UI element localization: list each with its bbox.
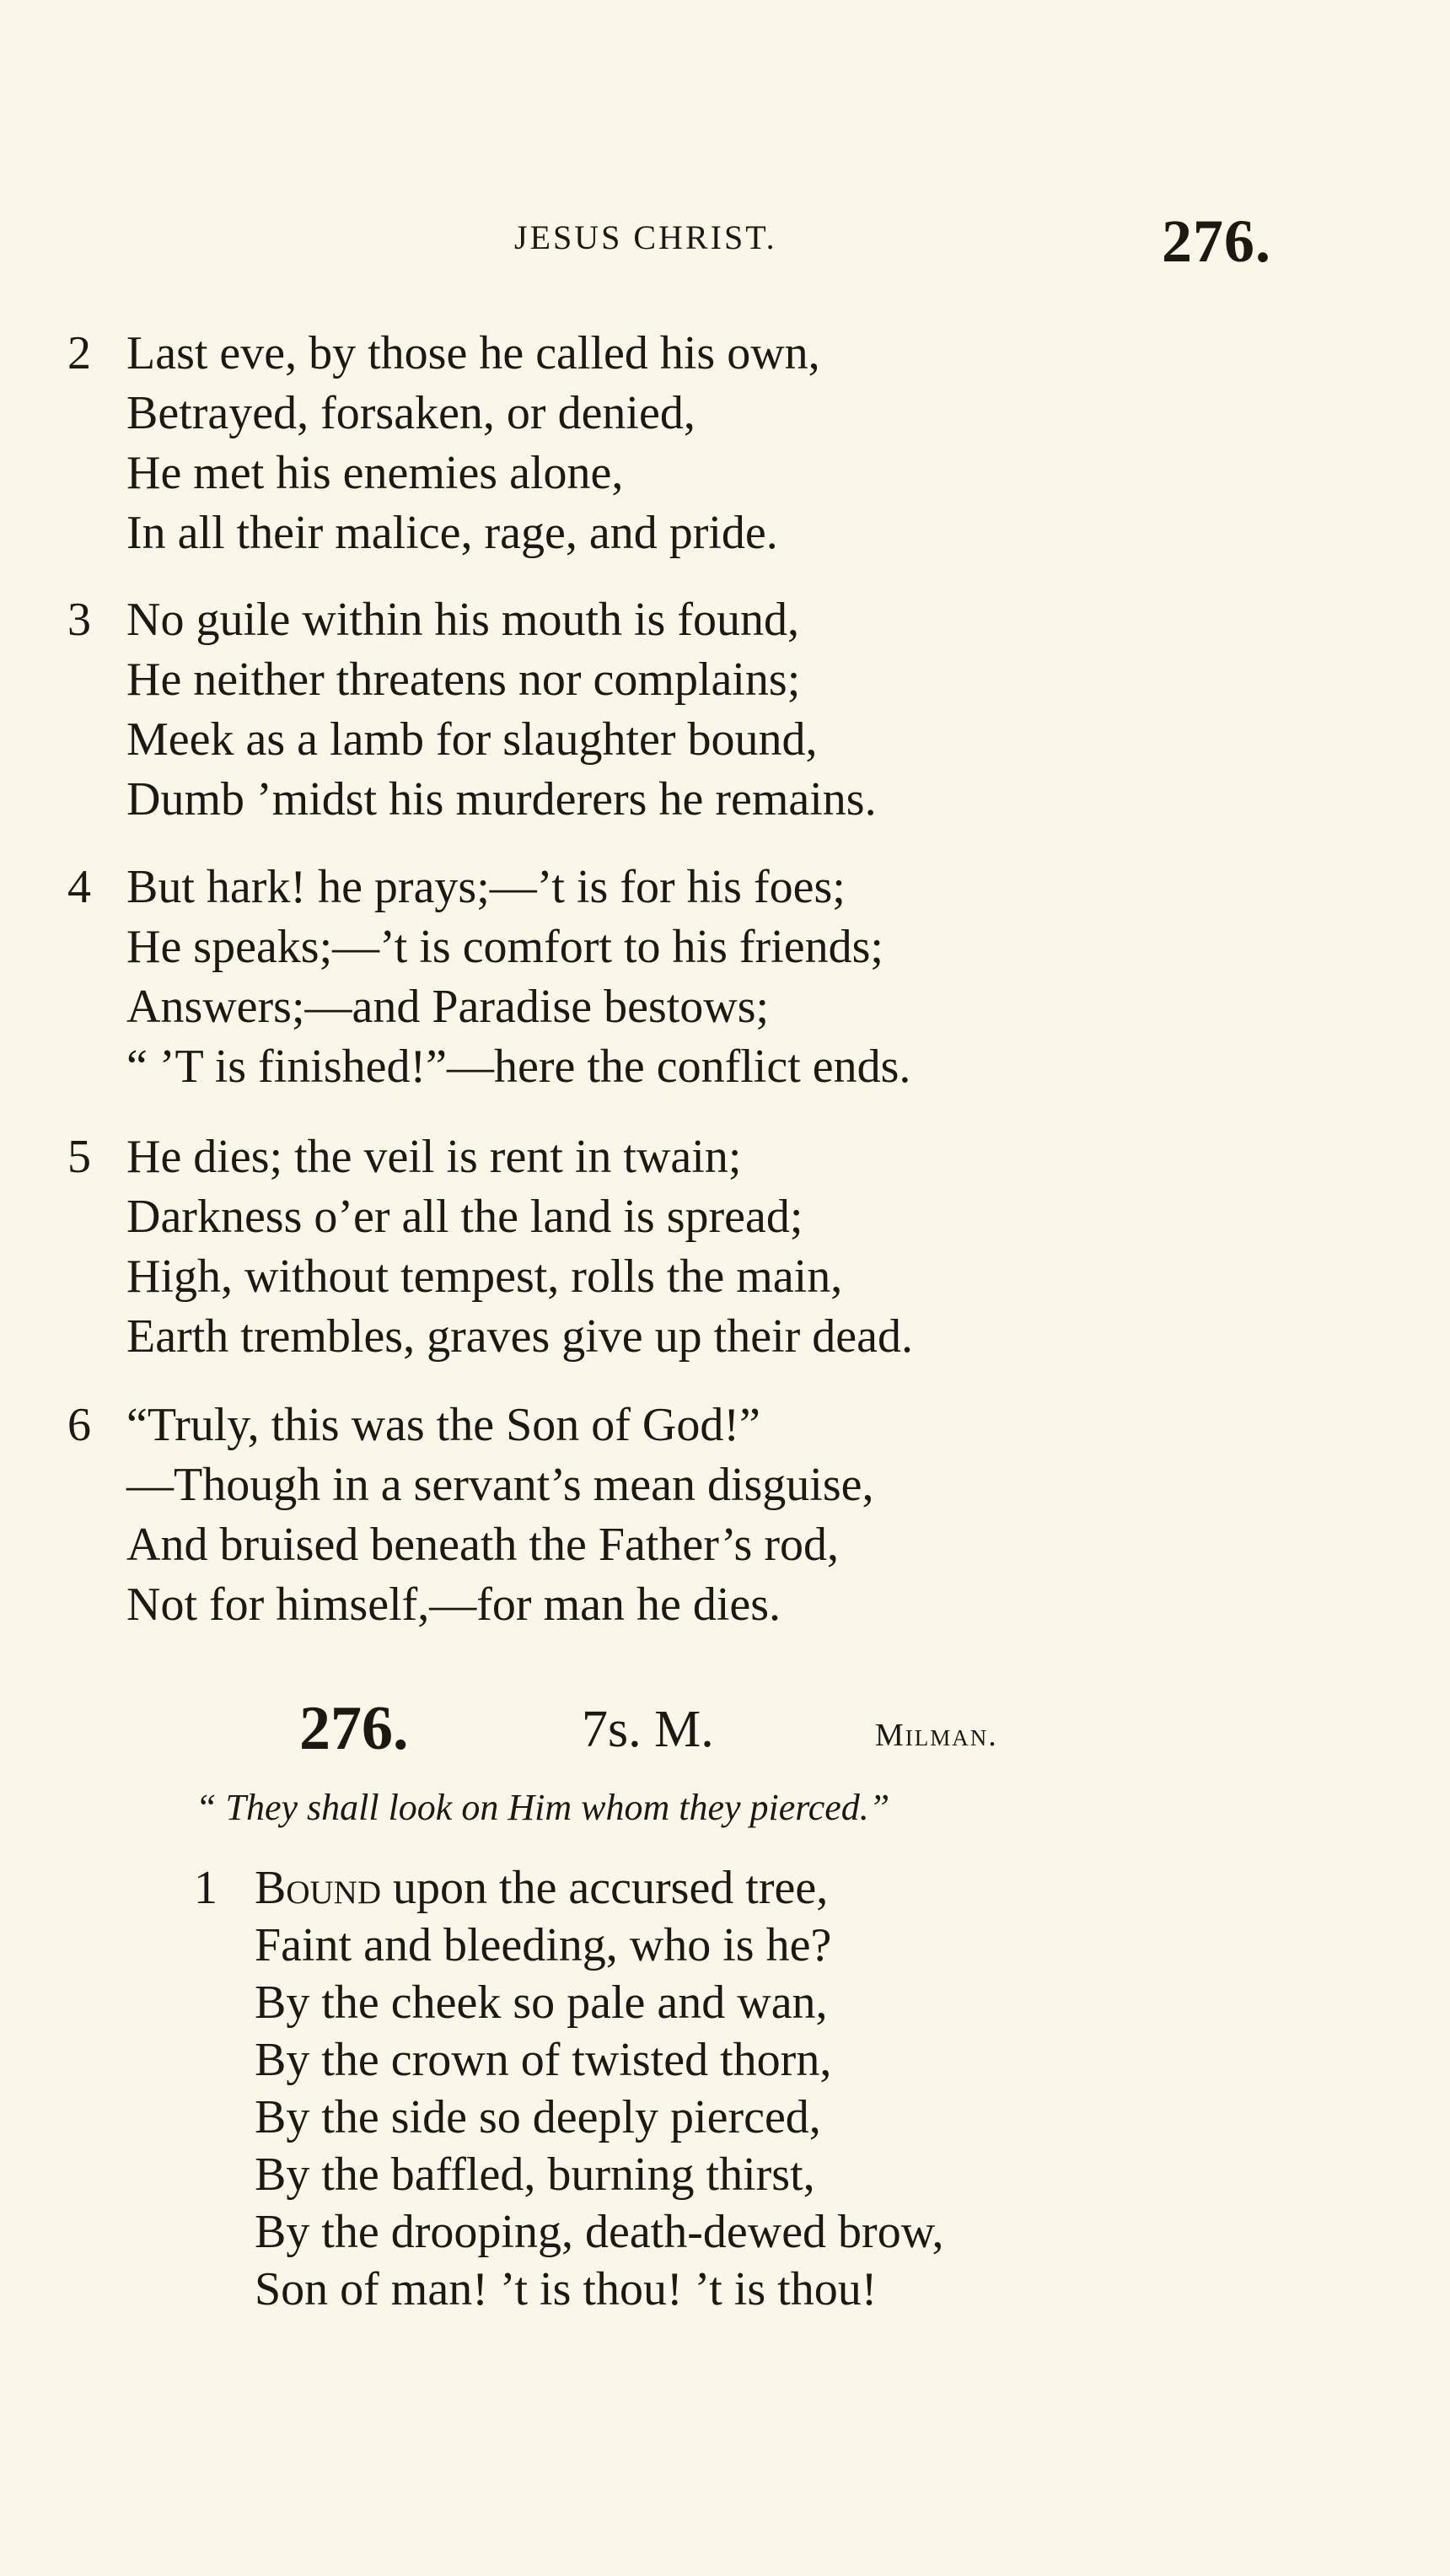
hymn-heading	[299, 1693, 1142, 1769]
stanza-2	[67, 324, 1298, 563]
hymn-number: 276.	[299, 1694, 409, 1763]
verse-line: He met his enemies alone,	[126, 447, 624, 499]
stanza-3	[67, 590, 1298, 830]
stanza-number: 1	[194, 1862, 218, 1914]
stanza-5	[67, 1127, 1298, 1367]
verse-line: He dies; the veil is rent in twain;	[126, 1131, 742, 1183]
verse-line: Betrayed, forsaken, or denied,	[126, 387, 695, 439]
verse-line: But hark! he prays;—’t is for his foes;	[126, 861, 846, 913]
verse-line: Faint and bleeding, who is he?	[255, 1919, 832, 1971]
verse-line: He neither threatens nor complains;	[126, 653, 801, 706]
stanza-6	[67, 1396, 1298, 1635]
stanza-number: 5	[67, 1131, 91, 1183]
hymn-stanza-1	[194, 1859, 1290, 2318]
verse-line: By the side so deeply pierced,	[255, 2091, 821, 2143]
stanza-number: 4	[67, 861, 91, 913]
verse-line: Meek as a lamb for slaughter bound,	[126, 713, 818, 766]
hymn-epigraph: “ They shall look on Him whom they pierced.”	[196, 1787, 890, 1828]
verse-line: “Truly, this was the Son of God!”	[126, 1399, 760, 1451]
verse-line: Not for himself,—for man he dies.	[126, 1578, 781, 1631]
hymn-author: Milman.	[875, 1718, 998, 1753]
verse-line: In all their malice, rage, and pride.	[126, 507, 778, 559]
verse-line: Darkness o’er all the land is spread;	[126, 1191, 803, 1243]
verse-line: By the cheek so pale and wan,	[255, 1976, 828, 2029]
initial-word: Bound	[255, 1862, 382, 1914]
verse-line: No guile within his mouth is found,	[126, 594, 799, 646]
verse-line: By the drooping, death-dewed brow,	[255, 2206, 944, 2258]
stanza-number: 3	[67, 594, 91, 646]
verse-line: Son of man! ’t is thou! ’t is thou!	[255, 2263, 878, 2315]
verse-line: By the baffled, burning thirst,	[255, 2148, 815, 2201]
verse-line: Last eve, by those he called his own,	[126, 327, 820, 379]
stanza-number: 6	[67, 1399, 91, 1451]
verse-line: “ ’T is finished!”—here the conflict ends.	[126, 1041, 911, 1093]
verse-line: High, without tempest, rolls the main,	[126, 1250, 843, 1303]
verse-line: By the crown of twisted thorn,	[255, 2034, 832, 2086]
first-line-rest: upon the accursed tree,	[381, 1862, 829, 1914]
verse-line: Dumb ’midst his murderers he remains.	[126, 773, 877, 826]
verse-line: He speaks;—’t is comfort to his friends;	[126, 921, 883, 973]
hymn-meter: 7s. M.	[582, 1701, 714, 1758]
stanza-number: 2	[67, 327, 91, 379]
page-number: 276.	[1162, 207, 1271, 275]
running-head: JESUS CHRIST.	[514, 218, 777, 256]
verse-line: Answers;—and Paradise bestows;	[126, 981, 770, 1033]
stanza-4	[67, 858, 1298, 1097]
verse-line: —Though in a servant’s mean disguise,	[126, 1459, 874, 1511]
verse-line-first	[255, 1859, 1290, 1917]
verse-line: Earth trembles, graves give up their dead.	[126, 1310, 913, 1363]
verse-line: And bruised beneath the Father’s rod,	[126, 1519, 839, 1571]
